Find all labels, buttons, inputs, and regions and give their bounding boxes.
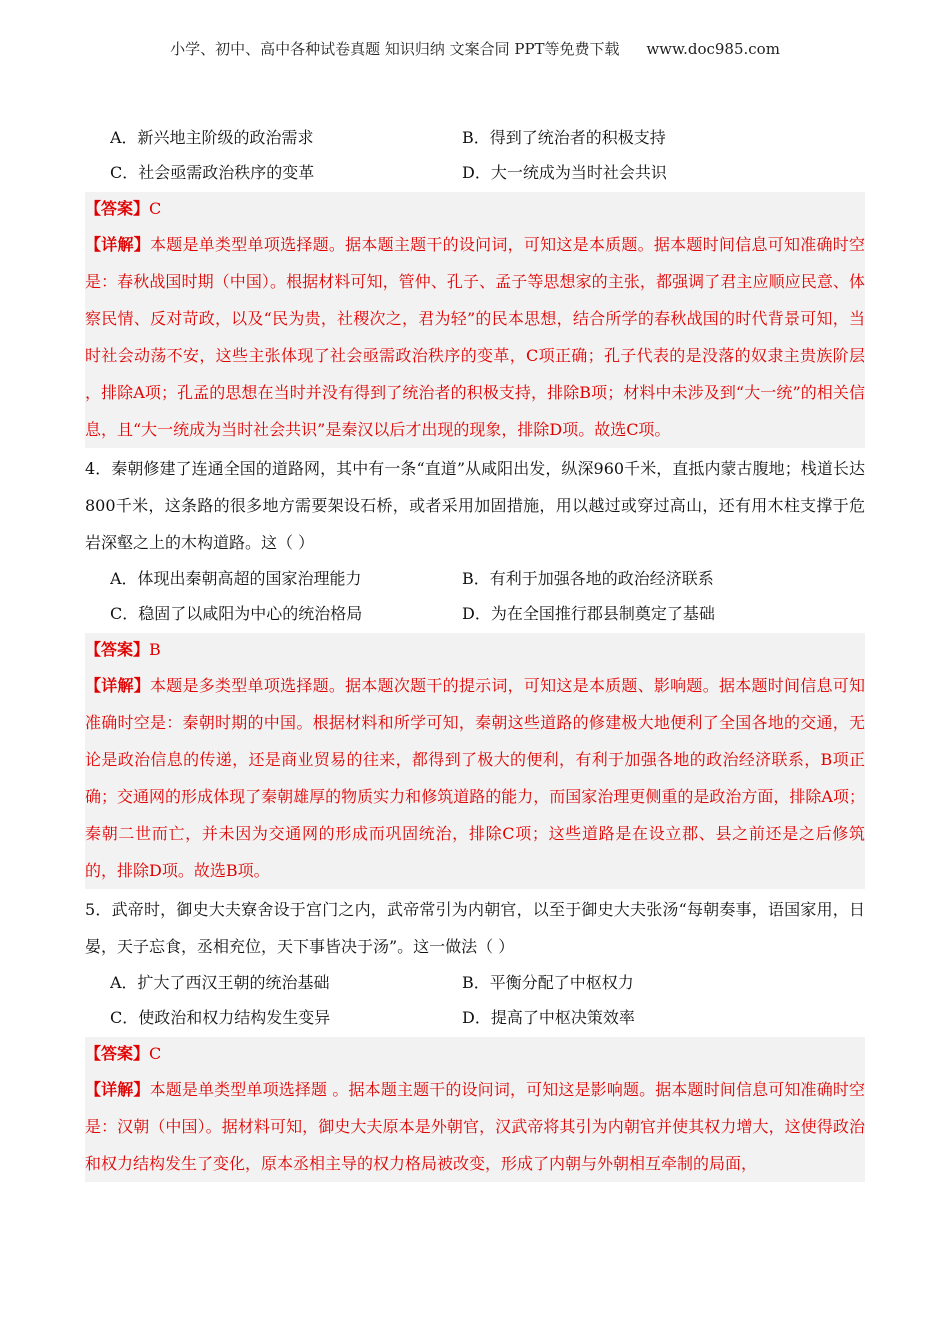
q3-answer <box>85 192 865 226</box>
q3-answer-label: 【答案】 <box>85 199 150 218</box>
page-header <box>0 38 950 59</box>
q5-option-d: D．提高了中枢决策效率 <box>462 1008 635 1027</box>
q5-answer-label: 【答案】 <box>85 1044 150 1063</box>
page-content <box>85 120 865 1182</box>
q4-answer <box>85 633 865 667</box>
q4-option-d: D．为在全国推行郡县制奠定了基础 <box>462 604 715 623</box>
q3-option-c: C．社会亟需政治秩序的变革 <box>110 163 315 182</box>
q4-detail <box>85 667 865 889</box>
q3-answer-box <box>85 192 865 448</box>
q3-detail-text: 本题是单类型单项选择题。据本题主题干的设问词，可知这是本质题。据本题时间信息可知准确时空是：春秋战国时期（中国）。根据材料可知，管仲、孔子、孟子等思想家的主张，都强调了君主应顺应民意、体察民情、反对苛政，以及“民为贵，社稷次之，君为轻”的民本思想，结合所学的春秋战国的时代背景可知，当时社会动荡不安，这些主张体现了社会亟需政治秩序的变革，C项正确；孔子代表的是没落的奴隶主贵族阶层 ，排除A项；孔孟的思想在当时并没有得到了统治者的积极支持，排除B项；材料中未涉及到“大一统”的相关信息，且“大一统成为当时社会共识”是秦汉以后才出现的现象，排除D项。故选C项。 <box>85 235 865 439</box>
q5-option-a: A．扩大了西汉王朝的统治基础 <box>110 973 330 992</box>
q3-options <box>85 120 865 190</box>
q3-detail-label: 【详解】 <box>85 235 151 254</box>
q4-answer-label: 【答案】 <box>85 640 150 659</box>
q3-option-a: A．新兴地主阶级的政治需求 <box>110 128 314 147</box>
q3-option-b: B．得到了统治者的积极支持 <box>462 128 666 147</box>
q4-detail-label: 【详解】 <box>85 676 151 695</box>
q5-answer-box <box>85 1037 865 1182</box>
q4-option-c: C．稳固了以咸阳为中心的统治格局 <box>110 604 363 623</box>
q3-detail <box>85 226 865 448</box>
q4-answer-box <box>85 633 865 889</box>
q3-option-d: D．大一统成为当时社会共识 <box>462 163 667 182</box>
q4-options <box>85 561 865 631</box>
q4-answer-value: B <box>149 640 161 659</box>
header-url[interactable]: www.doc985.com <box>646 40 780 58</box>
q4-option-b: B．有利于加强各地的政治经济联系 <box>462 569 714 588</box>
q4-stem: 4．秦朝修建了连通全国的道路网，其中有一条“直道”从咸阳出发，纵深960千米，直抵内蒙古腹地；栈道长达800千米，这条路的很多地方需要架设石桥，或者采用加固措施，用以越过或穿过高山，还有用木柱支撑于危岩深壑之上的木构道路。这（ ） <box>85 459 865 552</box>
q5-option-c: C．使政治和权力结构发生变异 <box>110 1008 331 1027</box>
q5-stem: 5．武帝时，御史大夫寮舍设于宫门之内，武帝常引为内朝官，以至于御史大夫张汤“每朝奏事，语国家用，日晏，天子忘食，丞相充位，天下事皆决于汤”。这一做法（ ） <box>85 900 865 956</box>
q5-detail-label: 【详解】 <box>85 1080 150 1099</box>
q5-options <box>85 965 865 1035</box>
q3-answer-value: C <box>149 199 162 218</box>
q5-answer-value: C <box>149 1044 162 1063</box>
q5-detail <box>85 1071 865 1182</box>
header-text: 小学、初中、高中各种试卷真题 知识归纳 文案合同 PPT等免费下载 <box>170 40 620 58</box>
q5-answer <box>85 1037 865 1071</box>
q5-detail-text: 本题是单类型单项选择题 。据本题主题干的设问词，可知这是影响题。据本题时间信息可知准确时空是：汉朝（中国）。据材料可知，御史大夫原本是外朝官，汉武帝将其引为内朝官并使其权力增大，这使得政治和权力结构发生了变化，原本丞相主导的权力格局被改变，形成了内朝与外朝相互牵制的局面， <box>85 1080 865 1173</box>
q4-option-a: A．体现出秦朝高超的国家治理能力 <box>110 569 362 588</box>
q5-option-b: B．平衡分配了中枢权力 <box>462 973 634 992</box>
q4-detail-text: 本题是多类型单项选择题。据本题次题干的提示词，可知这是本质题、影响题。据本题时间信息可知准确时空是：秦朝时期的中国。根据材料和所学可知，秦朝这些道路的修建极大地便利了全国各地的交通，无论是政治信息的传递，还是商业贸易的往来，都得到了极大的便利，有利于加强各地的政治经济联系，B项正确；交通网的形成体现了秦朝雄厚的物质实力和修筑道路的能力，而国家治理更侧重的是政治方面，排除A项；秦朝二世而亡，并未因为交通网的形成而巩固统治，排除C项；这些道路是在设立郡、县之前还是之后修筑的，排除D项。故选B项。 <box>85 676 865 880</box>
